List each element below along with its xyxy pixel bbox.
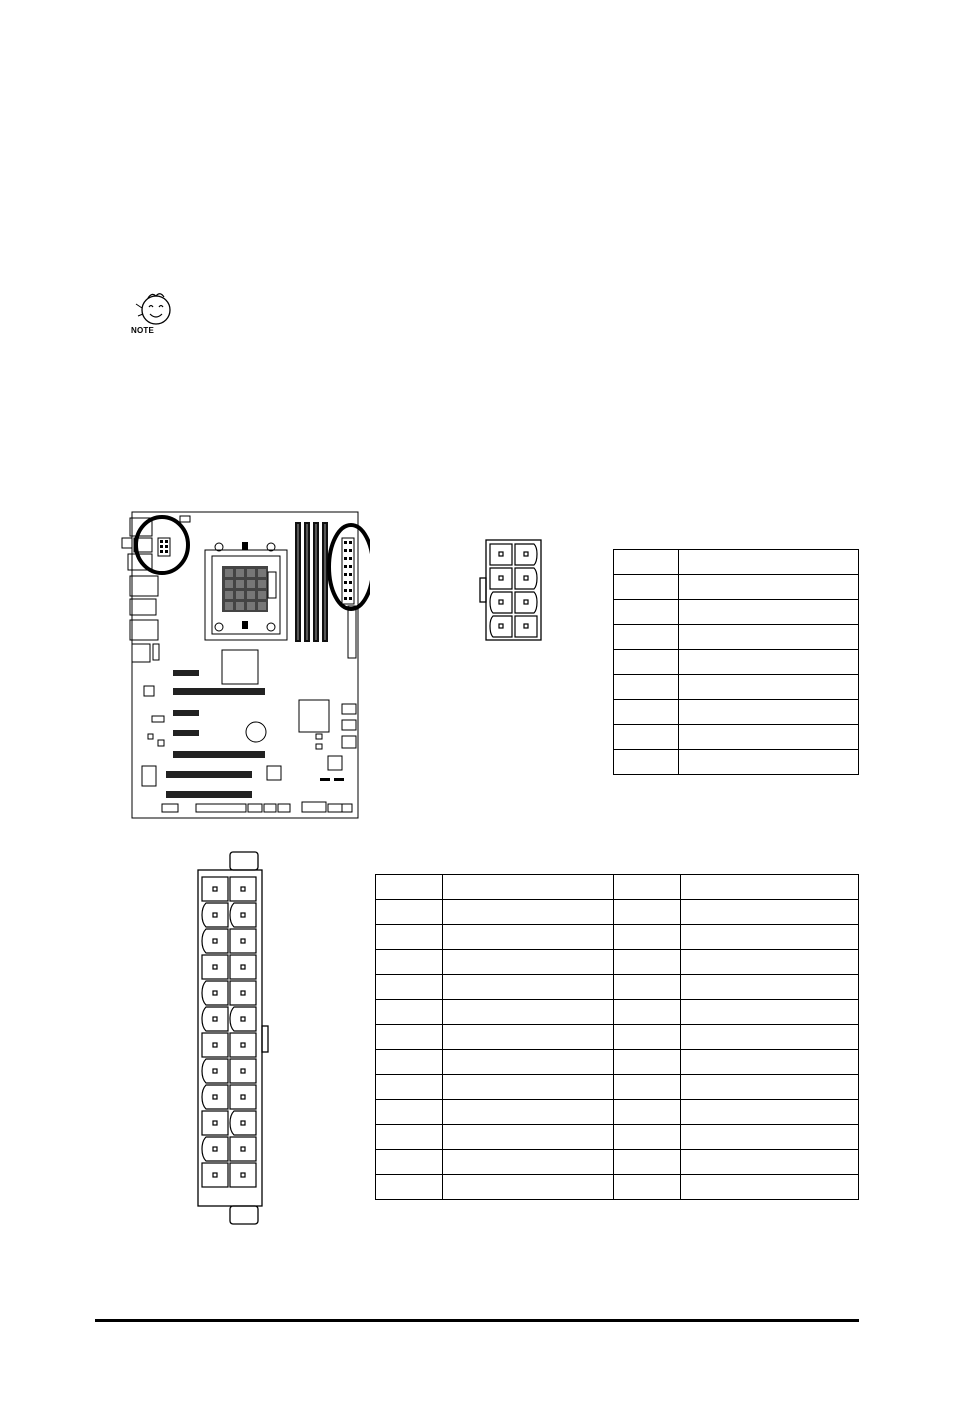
connector-pin-cell [202, 903, 228, 927]
connector-pin [213, 1147, 217, 1151]
connector-pin-cell [202, 1085, 228, 1109]
table-row [376, 1125, 859, 1150]
connector-pin-cell [230, 1007, 256, 1031]
connector-pin-cell [230, 929, 256, 953]
connector-pin [241, 1147, 245, 1151]
connector-pin-cell [202, 877, 228, 901]
table-row [376, 950, 859, 975]
connector-pin-cell [230, 903, 256, 927]
table-row [614, 700, 859, 725]
connector-pin-cell [202, 981, 228, 1005]
footer-rule [95, 1319, 859, 1322]
connector-pin-cell [230, 1137, 256, 1161]
connector-pin [213, 991, 217, 995]
connector-pin-cell [230, 1111, 256, 1135]
table-row [376, 1075, 859, 1100]
connector-pin [213, 1069, 217, 1073]
table-row [376, 1025, 859, 1050]
atx-main-pin-table [375, 874, 859, 1200]
connector-pin [241, 1095, 245, 1099]
connector-pin [241, 1173, 245, 1177]
table-row [376, 1050, 859, 1075]
connector-pin-cell [202, 1007, 228, 1031]
connector-pin-cell [202, 1137, 228, 1161]
connector-pin [213, 1043, 217, 1047]
connector-pin-cell [202, 955, 228, 979]
atx-12v-pin-table [613, 549, 859, 775]
connector-pin-cell [230, 1085, 256, 1109]
table-row [376, 1100, 859, 1125]
table-row [614, 625, 859, 650]
connector-pin-cell [202, 929, 228, 953]
motherboard-layout-icon [120, 508, 370, 823]
connector-pin [213, 965, 217, 969]
note-face-icon [128, 290, 180, 330]
connector-pin [241, 991, 245, 995]
connector-pin [241, 1017, 245, 1021]
atx-24pin-connector-icon [192, 850, 272, 1226]
connector-pin [213, 887, 217, 891]
atx-12v-8pin-connector-icon [478, 538, 544, 642]
connector-pin-cell [202, 1163, 228, 1187]
table-row [614, 750, 859, 775]
connector-pin-cell [202, 1059, 228, 1083]
connector-pin [213, 1121, 217, 1125]
table-row [614, 650, 859, 675]
table-row [614, 600, 859, 625]
table-row [376, 925, 859, 950]
table-row [376, 1175, 859, 1200]
connector-pin [213, 913, 217, 917]
table-row [614, 725, 859, 750]
connector-pin-cell [230, 877, 256, 901]
connector-pin [213, 1173, 217, 1177]
table-row [376, 1000, 859, 1025]
connector-pin [241, 913, 245, 917]
table-row [614, 675, 859, 700]
table-row [614, 550, 859, 575]
table-row [376, 975, 859, 1000]
connector-pin-cell [230, 955, 256, 979]
table-row [614, 575, 859, 600]
connector-pin [241, 1121, 245, 1125]
connector-pin-cell [202, 1033, 228, 1057]
connector-pin-cell [230, 1163, 256, 1187]
connector-pin [241, 1043, 245, 1047]
connector-pin [241, 1069, 245, 1073]
connector-pin-cell [230, 1033, 256, 1057]
table-row [376, 1150, 859, 1175]
connector-pin [241, 887, 245, 891]
connector-pin [241, 939, 245, 943]
connector-pin [213, 1095, 217, 1099]
connector-pin [213, 1017, 217, 1021]
connector-pin-cell [230, 1059, 256, 1083]
table-row [376, 900, 859, 925]
connector-pin [241, 965, 245, 969]
connector-pin-cell [230, 981, 256, 1005]
table-row [376, 875, 859, 900]
note-label: NOTE [131, 326, 155, 335]
connector-pin [213, 939, 217, 943]
connector-pin-cell [202, 1111, 228, 1135]
